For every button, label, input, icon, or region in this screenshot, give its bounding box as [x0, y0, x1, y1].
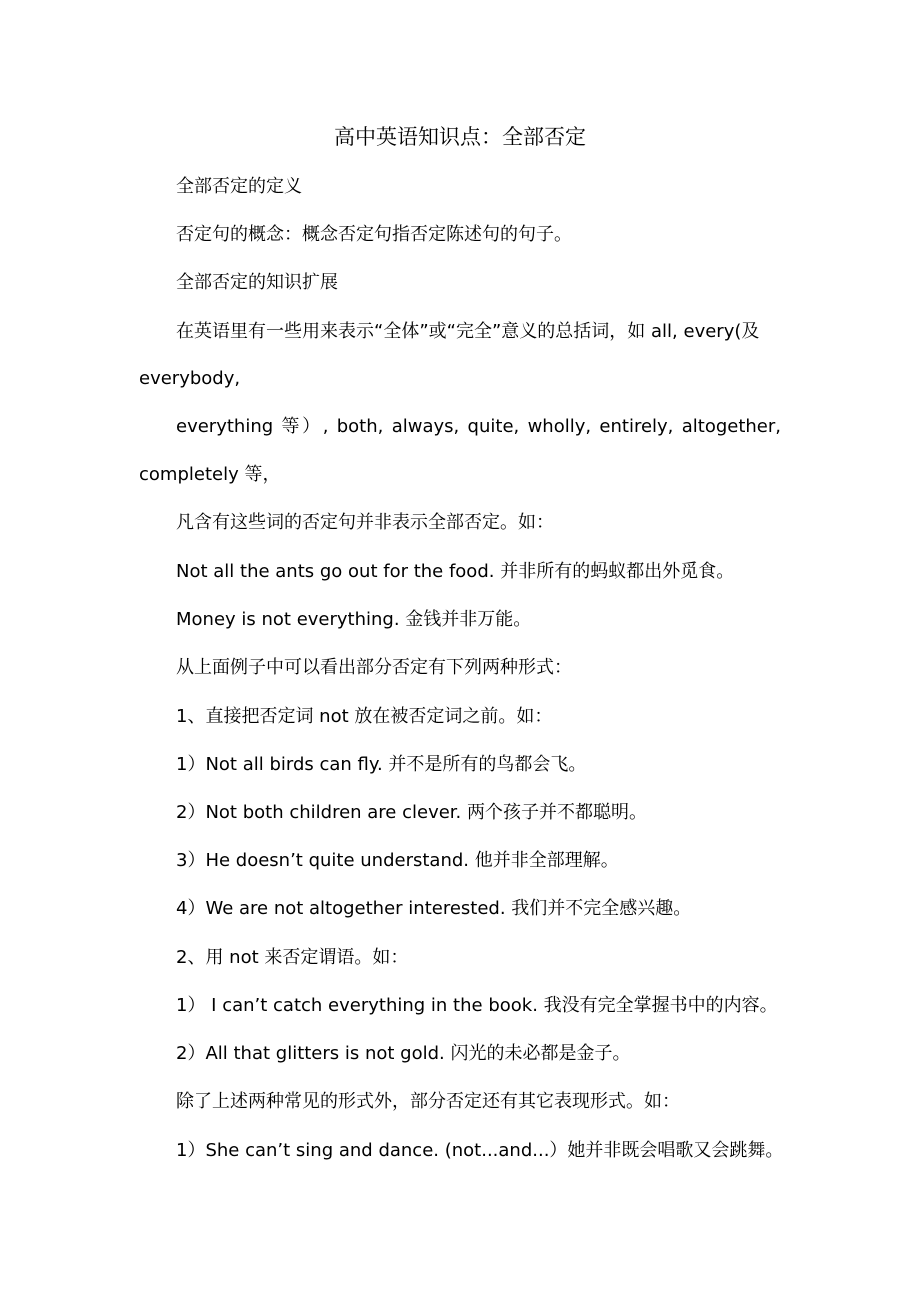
- list-item: 3）He doesn’t quite understand. 他并非全部理解。: [176, 850, 619, 871]
- list-item: 1）She can’t sing and dance. (not...and...）她并非既会唱歌又会跳舞。: [176, 1140, 784, 1161]
- example-sentence: Not all the ants go out for the food. 并非所有的蚂蚁都出外觅食。: [176, 561, 735, 582]
- list-item: 2）Not both children are clever. 两个孩子并不都聪明。: [176, 802, 647, 823]
- paragraph-continuation: everybody,: [139, 368, 241, 389]
- paragraph: 全部否定的知识扩展: [176, 272, 338, 293]
- paragraph: 凡含有这些词的否定句并非表示全部否定。如：: [176, 512, 554, 533]
- list-item: 1）Not all birds can fly. 并不是所有的鸟都会飞。: [176, 754, 587, 775]
- list-heading: 2、用 not 来否定谓语。如：: [176, 947, 409, 968]
- paragraph: 否定句的概念：概念否定句指否定陈述句的句子。: [176, 224, 572, 245]
- paragraph: 全部否定的定义: [176, 176, 302, 197]
- example-sentence: Money is not everything. 金钱并非万能。: [176, 609, 532, 630]
- page-title: 高中英语知识点：全部否定: [334, 125, 586, 149]
- list-item: 4）We are not altogether interested. 我们并不完全感兴趣。: [176, 898, 692, 919]
- list-item: 1） I can’t catch everything in the book. 我没有完全掌握书中的内容。: [176, 995, 778, 1016]
- list-heading: 1、直接把否定词 not 放在被否定词之前。如：: [176, 706, 553, 727]
- list-item: 2）All that glitters is not gold. 闪光的未必都是金子。: [176, 1043, 631, 1064]
- paragraph-continuation: completely 等，: [139, 464, 281, 485]
- paragraph: 从上面例子中可以看出部分否定有下列两种形式：: [176, 657, 572, 678]
- paragraph: 在英语里有一些用来表示“全体”或“完全”意义的总括词，如 all, every(及: [176, 321, 760, 342]
- paragraph: everything 等）, both, always, quite, wholly, entirely, altogether,: [176, 416, 781, 437]
- paragraph: 除了上述两种常见的形式外，部分否定还有其它表现形式。如：: [176, 1091, 680, 1112]
